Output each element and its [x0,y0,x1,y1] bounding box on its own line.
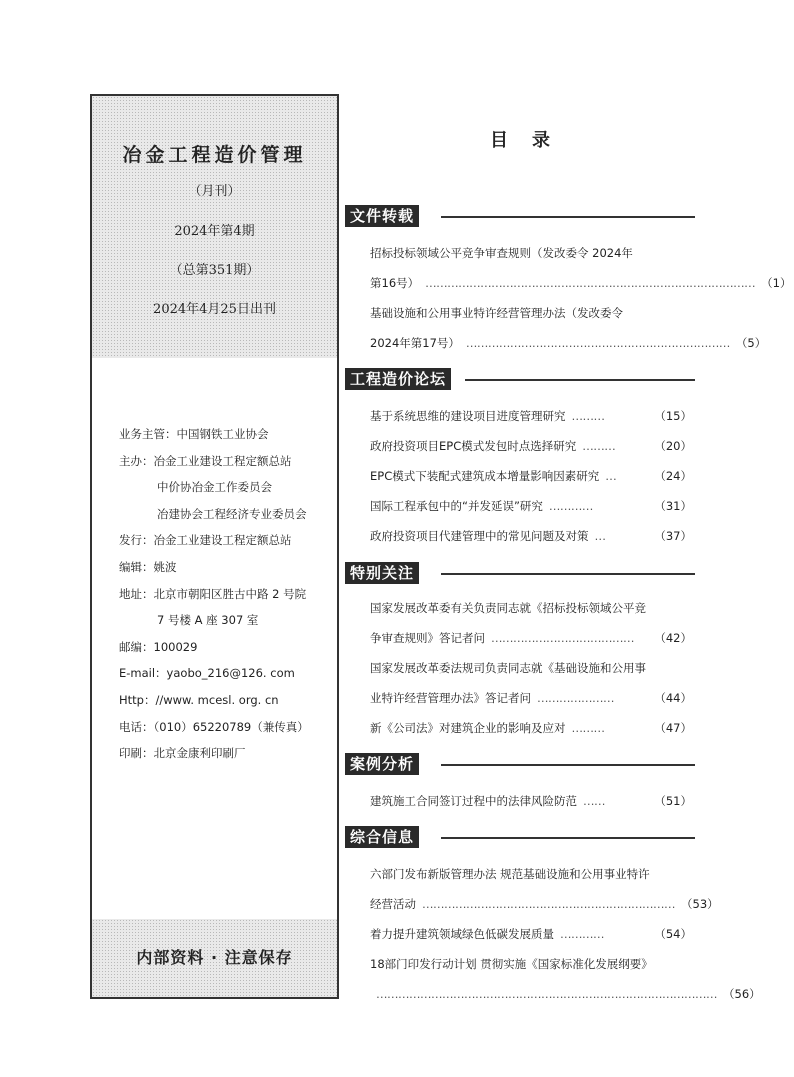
entry-title: 政府投资项目代建管理中的常见问题及对策 [370,529,589,543]
entry-title: EPC模式下装配式建筑成本增量影响因素研究 [370,469,600,483]
entry-title: 政府投资项目EPC模式发包时点选择研究 [370,439,577,453]
toc-entry[interactable] [370,949,761,1009]
address-line: 地址：北京市朝阳区胜古中路 2 号院 [119,586,307,601]
toc-title: 目录 [490,130,574,151]
address-line: 7 号楼 A 座 307 室 [157,613,259,628]
section-rule [441,837,695,839]
phone-line: 电话：（010）65220789（兼传真） [119,719,309,734]
sponsor-line: 主办：冶金工业建设工程定额总站 [119,453,292,468]
toc-entry[interactable] [370,786,692,816]
printer-line: 印刷：北京金康利印刷厂 [119,746,246,761]
section-label: 综合信息 [345,826,419,848]
toc-entry[interactable] [370,491,692,521]
supervisor-line: 业务主管：中国钢铁工业协会 [119,427,269,441]
publication-frequency: （月刊） [188,184,241,199]
entry-title: 着力提升建筑领域绿色低碳发展质量 [370,927,554,941]
entry-title: 2024年第17号） [370,336,460,350]
section-label: 案例分析 [345,753,419,775]
entry-page: （51） [654,794,692,808]
toc-entry[interactable] [370,521,692,551]
entry-title: 争审查规则》答记者问 [370,631,485,645]
entry-page: （44） [654,691,692,705]
sponsor-line: 冶建协会工程经济专业委员会 [157,506,307,521]
entry-title: 18部门印发行动计划 贯彻实施《国家标准化发展纲要》 [370,957,653,971]
internal-notice: 内部资料 · 注意保存 [136,948,293,967]
publication-details [119,421,334,767]
entry-page: （54） [654,927,692,941]
entry-title: 基础设施和公用事业特许经营管理办法（发改委令 [370,306,623,320]
entry-page: （24） [654,469,692,483]
toc-entry[interactable] [370,298,767,358]
entry-page: （47） [654,721,692,735]
leader-dots: ……………………………………………………………………………… [425,276,756,290]
entry-page: （5） [735,336,767,350]
toc-entry[interactable] [370,461,692,491]
issue-number: 2024年第4期 [174,224,255,239]
toc-entry[interactable] [370,593,692,653]
section-label: 文件转载 [345,205,419,227]
entry-title: 业特许经营管理办法》答记者问 [370,691,531,705]
toc-entry[interactable] [370,713,692,743]
toc-entry[interactable] [370,431,692,461]
entry-page: （20） [654,439,692,453]
section-rule [441,216,695,218]
entry-title: 国际工程承包中的“并发延误”研究 [370,499,543,513]
entry-page: （37） [654,529,692,543]
leader-dots: ………… [560,927,604,941]
entry-page: （15） [654,409,692,423]
leader-dots: ………………………………… [491,631,634,645]
entry-title: 第16号） [370,276,420,290]
email-line: E-mail：yaobo_216@126. com [119,666,295,681]
section-label: 特别关注 [345,562,419,584]
leader-dots: ………………… [537,691,614,705]
leader-dots: ………………………………………………………………………………… [376,987,717,1001]
section-header [345,205,695,229]
toc-entry[interactable] [370,653,692,713]
masthead-block [92,96,337,358]
entry-title: 建筑施工合同签订过程中的法律风险防范 [370,794,577,808]
section-header [345,826,695,850]
entry-page: （42） [654,631,692,645]
entry-page: （53） [681,897,719,911]
leader-dots: ……… [571,409,605,423]
leader-dots: ……………………………………………………………… [465,336,730,350]
journal-info-panel [90,94,339,999]
leader-dots: ……… [582,439,616,453]
leader-dots: ……… [571,721,605,735]
leader-dots: … [605,469,617,483]
internal-notice-block [92,919,337,997]
leader-dots: …………………………………………………………… [422,897,675,911]
sponsor-line: 中价协冶金工作委员会 [157,480,272,495]
editor-line: 编辑：姚波 [119,559,177,574]
leader-dots: ………… [548,499,593,513]
toc-entry[interactable] [370,238,792,298]
entry-title: 六部门发布新版管理办法 规范基础设施和公用事业特许 [370,867,650,881]
section-rule [465,379,695,381]
entry-page: （1） [761,276,792,290]
publish-date: 2024年4月25日出刊 [153,302,276,317]
section-label: 工程造价论坛 [345,368,451,390]
website-line: Http：//www. mcesl. org. cn [119,692,279,707]
publisher-line: 发行：冶金工业建设工程定额总站 [119,533,292,548]
entry-page: （56） [723,987,761,1001]
entry-page: （31） [654,499,692,513]
section-header [345,368,695,392]
journal-title: 冶金工程造价管理 [122,144,307,166]
toc-entry[interactable] [370,859,719,919]
leader-dots: … [594,529,606,543]
section-rule [441,573,695,575]
entry-title: 经营活动 [370,897,416,911]
toc-entry[interactable] [370,919,692,949]
entry-title: 国家发展改革委有关负责同志就《招标投标领域公平竞 [370,601,646,615]
toc-entry[interactable] [370,401,692,431]
section-header [345,562,695,586]
leader-dots: …… [583,794,605,808]
total-issue-number: （总第351期） [169,263,260,278]
entry-title: 国家发展改革委法规司负责同志就《基础设施和公用事 [370,661,646,675]
section-rule [441,764,695,766]
entry-title: 新《公司法》对建筑企业的影响及应对 [370,721,566,735]
postcode-line: 邮编：100029 [119,639,198,654]
entry-title: 招标投标领域公平竞争审查规则（发改委令 2024年 [370,246,633,260]
entry-title: 基于系统思维的建设项目进度管理研究 [370,409,566,423]
section-header [345,753,695,777]
